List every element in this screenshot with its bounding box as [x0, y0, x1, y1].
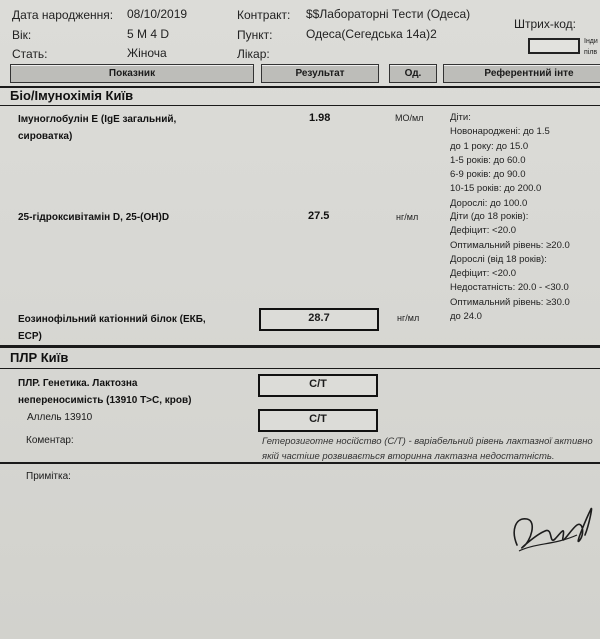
test-result-box: C/T: [258, 374, 378, 397]
age-value: 5 M 4 D: [127, 27, 170, 41]
test-unit: нг/мл: [396, 212, 419, 222]
barcode-box: [528, 38, 580, 54]
point-value: Одеса(Сегедська 14а)2: [306, 27, 437, 41]
comment-label: Коментар:: [26, 435, 74, 446]
section-title-bio: Біо/Імунохімія Київ: [10, 88, 134, 103]
test-result: 1.98: [309, 112, 331, 124]
doctor-label: Лікар:: [237, 47, 270, 61]
column-unit: Од.: [389, 64, 437, 83]
divider: [0, 462, 600, 464]
test-name: Імуноглобулін Е (IgE загальний, сироватка): [18, 114, 177, 142]
test-name: 25-гідроксивітамін D, 25-(OH)D: [18, 212, 170, 223]
allele-result-box: C/T: [258, 409, 378, 432]
test-result-highlighted: 28.7: [259, 308, 379, 331]
sex-label: Стать:: [12, 47, 48, 61]
divider: [0, 345, 600, 348]
contract-label: Контракт:: [237, 8, 291, 22]
test-reference: Діти: Новонароджені: до 1.5 до 1 року: до 15.0 1-5 років: до 60.0 6-9 років: до 90.0 10-15 років: до 200.0 Дорослі: до 100.0: [450, 112, 550, 209]
column-indicator: Показник: [10, 64, 254, 83]
test-result: 27.5: [308, 210, 330, 222]
column-reference: Референтний інте: [443, 64, 600, 83]
barcode-label: Штрих-код:: [514, 17, 576, 31]
comment-text: Гетерозиготне носійство (С/Т) - варіабельний рівень лактазної активно якій частіше розвивається вторинна лактазна недостатність.: [262, 436, 593, 462]
signature: [505, 495, 600, 565]
point-label: Пункт:: [237, 28, 273, 42]
divider: [0, 105, 600, 106]
test-name: ПЛР. Генетика. Лактозна непереносимість (13910 T>C, кров): [18, 378, 192, 406]
allele-label: Аллель 13910: [27, 412, 93, 423]
note-label: Примітка:: [26, 471, 71, 482]
test-reference: Діти (до 18 років): Дефіцит: <20.0 Оптимальний рівень: ≥20.0 Дорослі (від 18 років): Дефіцит: <20.0 Недостатність: 20.0 - <30.0 Оптимальний рівень: ≥30.0: [450, 211, 570, 308]
test-reference: до 24.0: [450, 311, 482, 322]
column-result: Результат: [261, 64, 379, 83]
dob-value: 08/10/2019: [127, 7, 188, 21]
test-unit: нг/мл: [397, 313, 420, 323]
divider: [0, 368, 600, 369]
test-name: Еозинофільний катіонний білок (ЕКБ, ECP): [18, 314, 206, 342]
side-text-2: пілв: [584, 49, 598, 56]
section-title-pcr: ПЛР Київ: [10, 350, 69, 365]
test-unit: МО/мл: [395, 113, 424, 123]
age-label: Вік:: [12, 28, 32, 42]
contract-value: $$Лабораторні Тести (Одеса): [306, 7, 471, 21]
dob-label: Дата народження:: [12, 8, 114, 22]
side-text-1: Інди: [584, 38, 598, 45]
sex-value: Жіноча: [127, 46, 167, 60]
